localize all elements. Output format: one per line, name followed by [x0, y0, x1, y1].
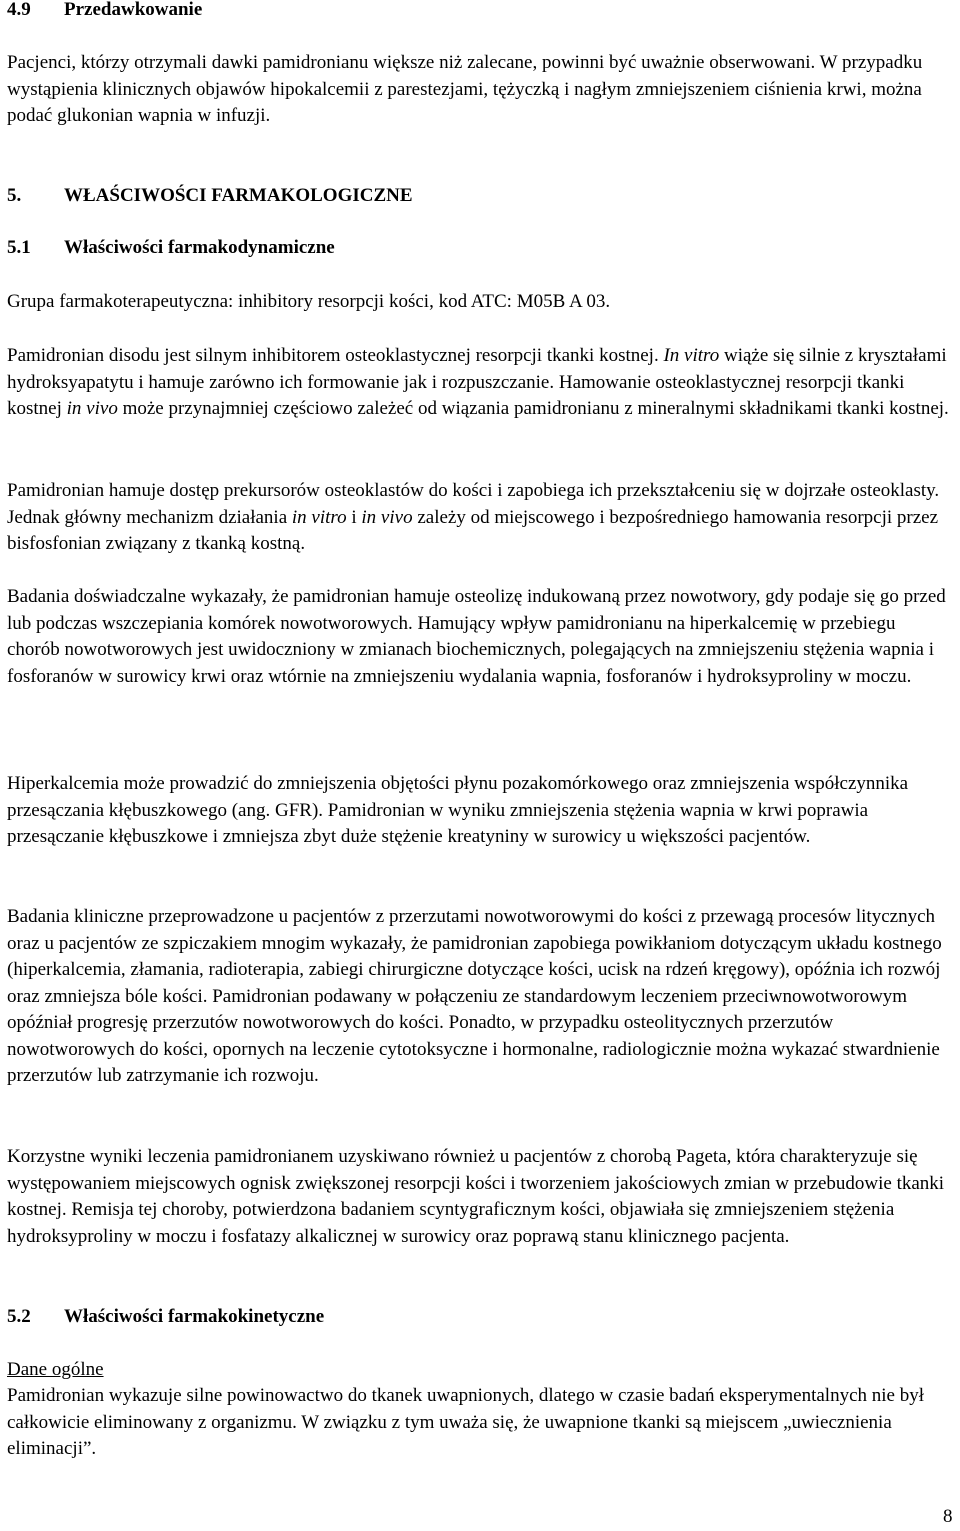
text-run: wiąże się silnie z kryształami hydroksyapatytu i hamuje zarówno ich formowanie jak i rozpuszczanie. Hamowanie osteoklastycznej resorpcji tkanki kostnej — [7, 345, 947, 419]
text-run: Pamidronian disodu jest silnym inhibitorem osteoklastycznej resorpcji tkanki kostnej. — [7, 345, 659, 366]
page-number: 8 — [943, 1506, 953, 1527]
section-number: 5.1 — [7, 237, 31, 258]
subheading-general-data: Dane ogólne — [7, 1359, 104, 1380]
overdose-paragraph: Pacjenci, którzy otrzymali dawki pamidronianu większe niż zalecane, powinni być uważnie obserwowani. W przypadku wystąpienia klinicznych objawów hipokalcemii z parestezjami, tężyczką i nagłym zmniejszeniem ciśnienia krwi, można podać glukonian wapnia w infuzji. — [7, 52, 923, 126]
italic-term: in vivo — [66, 398, 118, 419]
pharmacokinetics-paragraph: Pamidronian wykazuje silne powinowactwo do tkanek uwapnionych, dlatego w czasie badań eksperymentalnych nie był całkowicie eliminowany z organizmu. W związku z tym uważa się, że uwapnione tkanki są miejscem „uwiecznienia eliminacji”. — [7, 1385, 925, 1459]
mechanism-paragraph — [7, 343, 952, 423]
section-number: 5.2 — [7, 1306, 31, 1327]
italic-term: in vivo — [361, 506, 413, 528]
section-heading-4-9 — [7, 0, 202, 23]
precursor-access-paragraph — [7, 478, 952, 558]
paget-disease-paragraph: Korzystne wyniki leczenia pamidronianem uzyskiwano również u pacjentów z chorobą Pageta, która charakteryzuje się występowaniem miejscowych ognisk zwiększonej resorpcji kości i tworzeniem jakościowych zmian w przebudowie tkanki kostnej. Remisja tej choroby, potwierdzona badaniem scyntygraficznym kości, objawiała się zmniejszeniem stężenia hydroksyproliny w moczu i fosfatazy alkalicznej w surowicy oraz poprawą stanu klinicznego pacjenta. — [7, 1146, 945, 1247]
experimental-studies-paragraph: Badania doświadczalne wykazały, że pamidronian hamuje osteolizę indukowaną przez nowotwory, gdy podaje się go przed lub podczas wszczepiania komórek nowotworowych. Hamujący wpływ pamidronianu na hiperkalcemię w przebiegu chorób nowotworowych jest uwidoczniony w zmianach biochemicznych, polegających na zmniejszeniu stężenia wapnia i fosforanów w surowicy krwi oraz wtórnie na zmniejszeniu wydalania wapnia, fosforanów i hydroksyproliny w moczu. — [7, 586, 946, 687]
clinical-studies-paragraph: Badania kliniczne przeprowadzone u pacjentów z przerzutami nowotworowymi do kości z przewagą procesów litycznych oraz u pacjentów ze szpiczakiem mnogim wykazały, że pamidronian zapobiega powikłaniom dotyczącym układu kostnego (hiperkalcemia, złamania, radioterapia, zabiegi chirurgiczne dotyczące kości, ucisk na rdzeń kręgowy), opóźnia ich rozwój oraz zmniejsza bóle kości. Pamidronian podawany w połączeniu ze standardowym leczeniem przeciwnowotworowym opóźniał progresję przerzutów nowotworowych do kości. Ponadto, w przypadku osteolitycznych przerzutów nowotworowych do kości, opornych na leczenie cytotoksyczne i hormonalne, radiologicznie można wykazać stwardnienie przerzutów lub zatrzymanie ich rozwoju. — [7, 906, 942, 1086]
italic-term: in vitro — [291, 506, 347, 528]
section-title: Właściwości farmakokinetyczne — [64, 1306, 325, 1327]
text-run: zależy od miejscowego i bezpośredniego hamowania resorpcji przez bisfosfonian związany z tkanką kostną. — [7, 506, 939, 554]
section-number: 4.9 — [7, 0, 31, 20]
section-heading-5-1 — [7, 235, 335, 261]
pharmacotherapeutic-group: Grupa farmakoterapeutyczna: inhibitory resorpcji kości, kod ATC: M05B A 03. — [7, 291, 611, 312]
text-run: może przynajmniej częściowo zależeć od wiązania pamidronianu z mineralnymi składnikami tkanki kostnej. — [122, 398, 949, 419]
section-title: Przedawkowanie — [64, 0, 203, 20]
text-run: i — [351, 506, 357, 528]
hypercalcemia-paragraph: Hiperkalcemia może prowadzić do zmniejszenia objętości płynu pozakomórkowego oraz zmniejszenia współczynnika przesączania kłębuszkowego (ang. GFR). Pamidronian w wyniku zmniejszenia stężenia wapnia w krwi poprawia przesączanie kłębuszkowe i zmniejsza zbyt duże stężenie kreatyniny w surowicy u większości pacjentów. — [7, 773, 909, 847]
section-heading-5-2 — [7, 1304, 324, 1330]
text-run: Pamidronian hamuje dostęp prekursorów osteoklastów do kości i zapobiega ich przekształceniu się w dojrzałe osteoklasty. Jednak główny mechanizm działania — [7, 480, 940, 528]
section-number: 5. — [7, 185, 22, 206]
section-heading-5 — [7, 183, 413, 209]
italic-term: In vitro — [663, 345, 720, 366]
section-title: WŁAŚCIWOŚCI FARMAKOLOGICZNE — [64, 185, 413, 206]
section-title: Właściwości farmakodynamiczne — [64, 237, 335, 258]
